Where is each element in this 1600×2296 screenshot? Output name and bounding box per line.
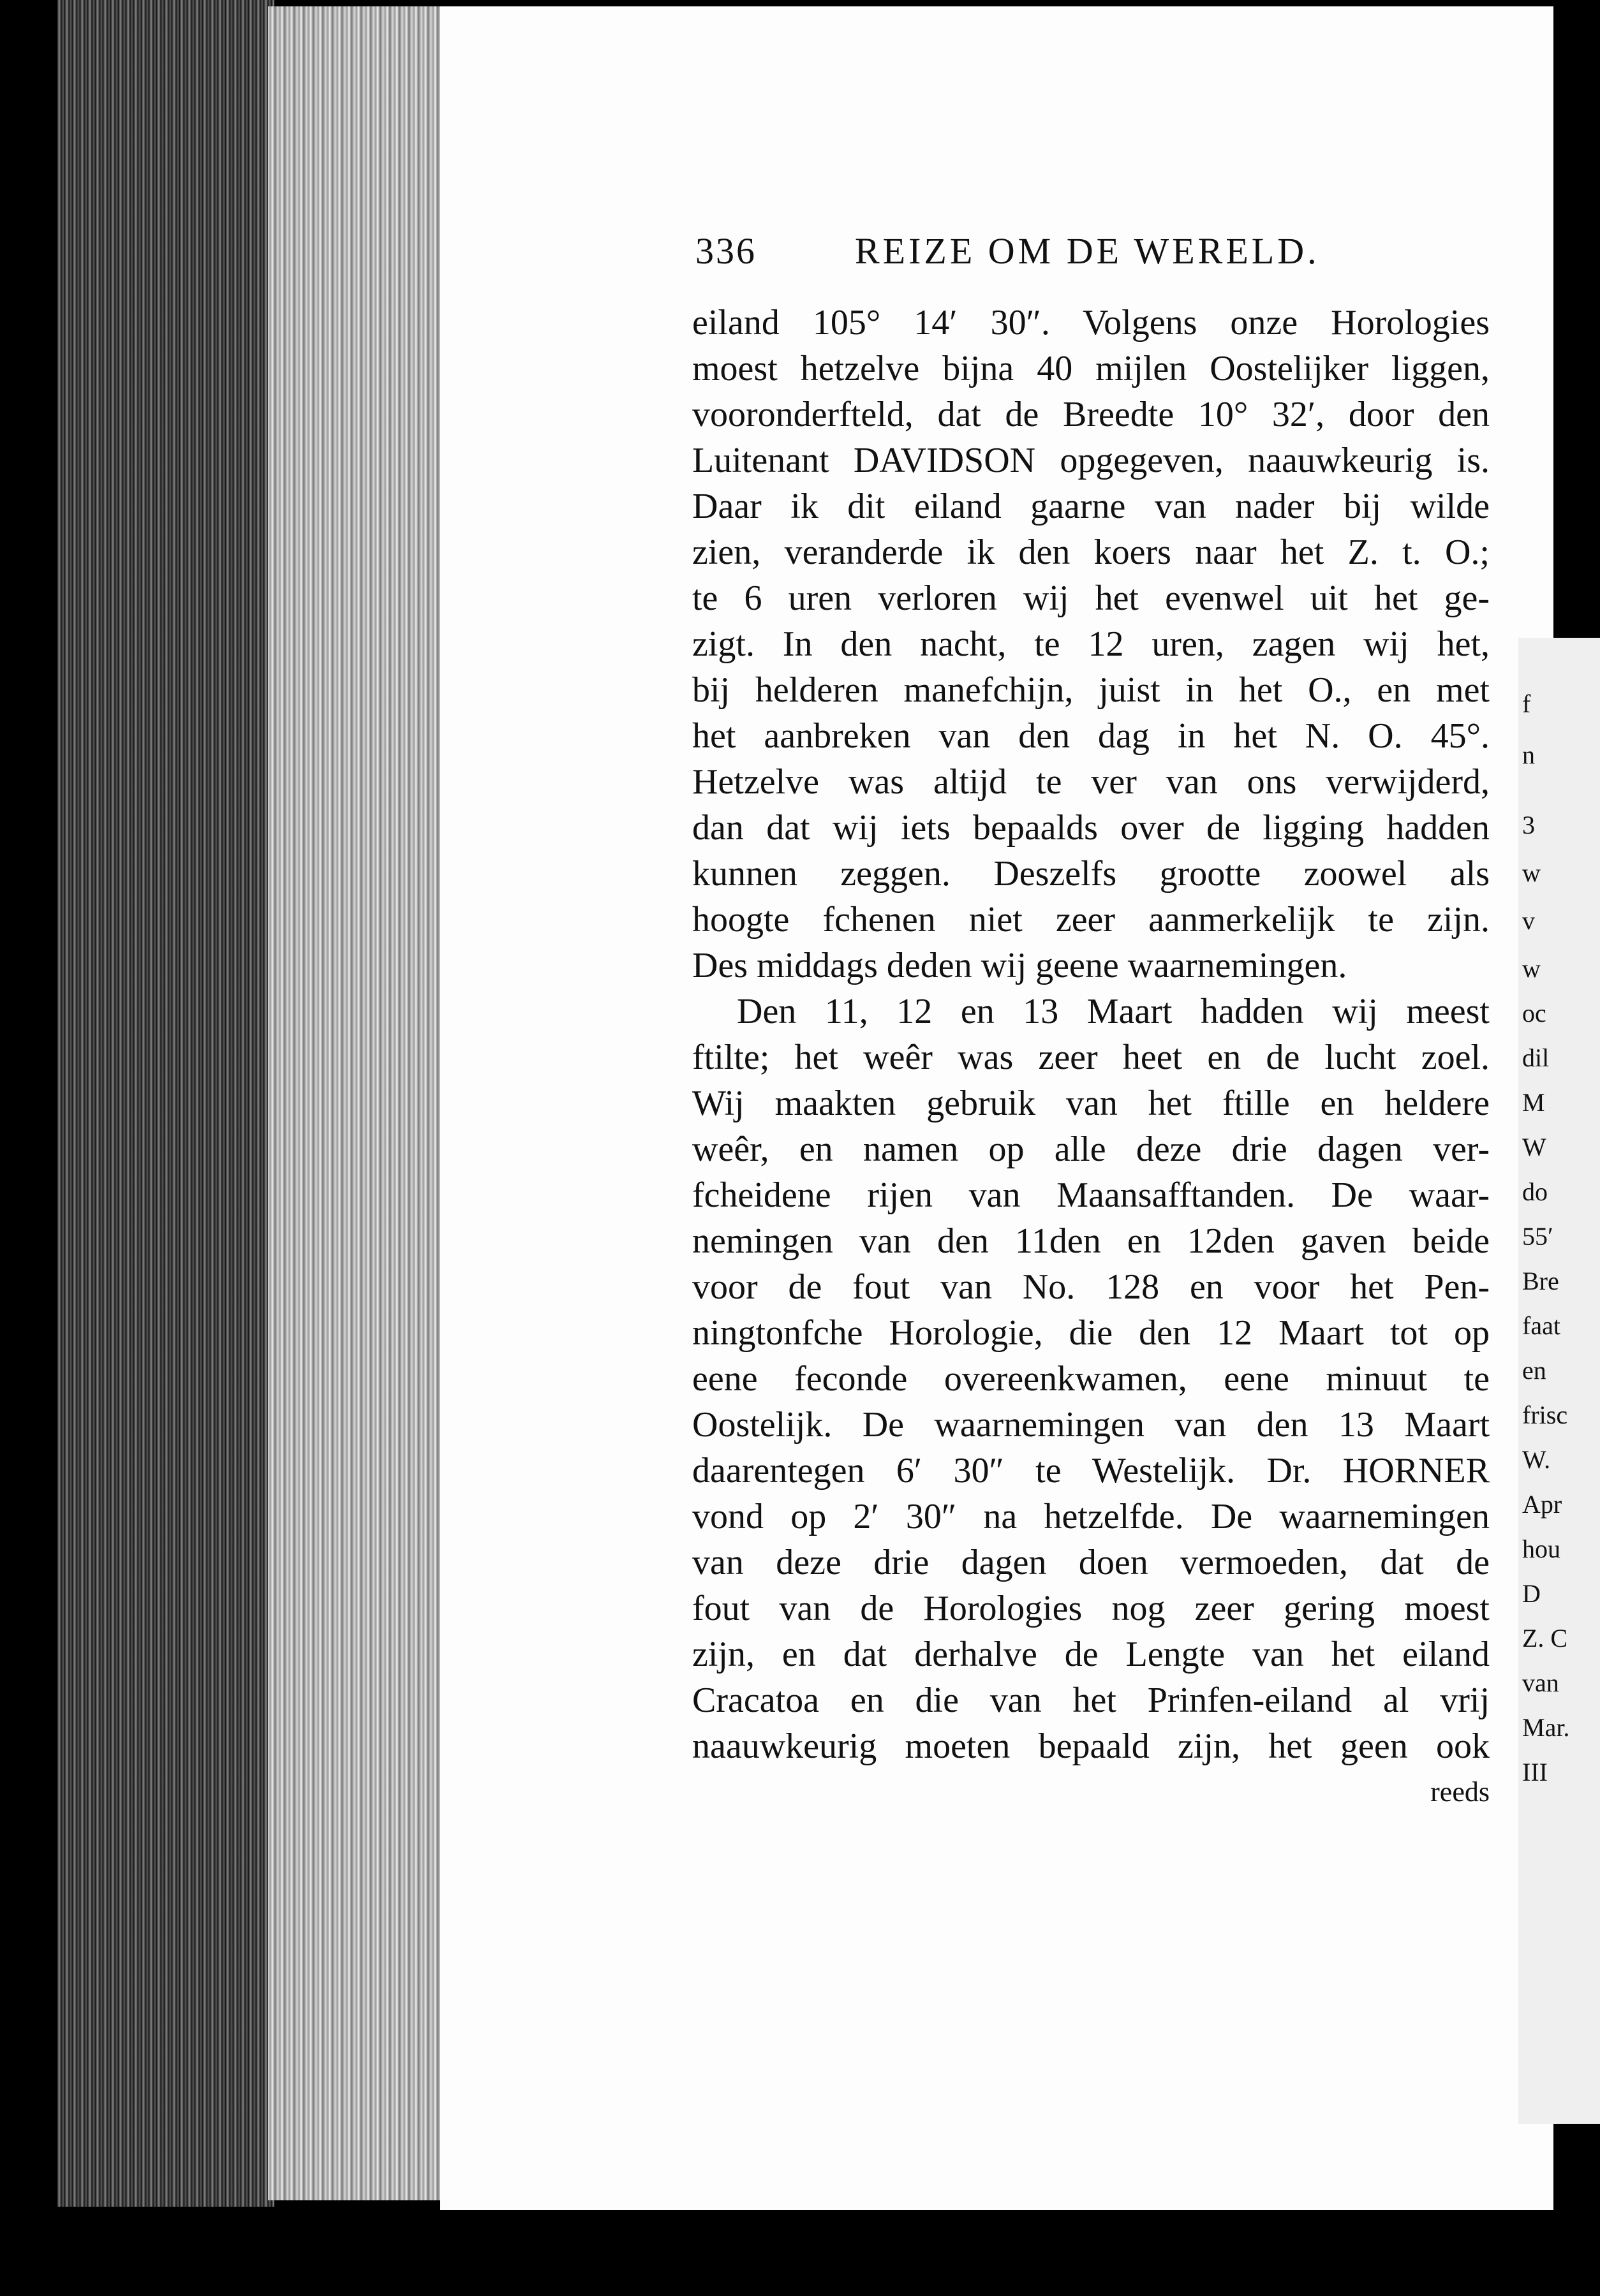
next-page-fragment: III	[1522, 1758, 1548, 1786]
next-page-fragment: Z. C	[1522, 1624, 1568, 1652]
next-page-fragment: 55′	[1522, 1222, 1553, 1251]
text-line: te 6 uren verloren wij het evenwel uit het ge-	[692, 578, 1490, 618]
next-page-fragment: hou	[1522, 1534, 1560, 1563]
text-line: Oostelijk. De waarnemingen van den 13 Maart	[692, 1405, 1490, 1445]
text-line: van deze drie dagen doen vermoeden, dat de	[692, 1543, 1490, 1582]
next-page-fragment: Apr	[1522, 1490, 1562, 1519]
text-line: Den 11, 12 en 13 Maart hadden wij meest	[737, 992, 1490, 1031]
text-line: Wij maakten gebruik van het ftille en heldere	[692, 1084, 1490, 1123]
next-page-fragment: D	[1522, 1579, 1541, 1608]
running-title: REIZE OM DE WERELD.	[855, 230, 1320, 272]
next-page-fragment: oc	[1522, 999, 1546, 1027]
page-number: 336	[695, 230, 757, 272]
text-line: weêr, en namen op alle deze drie dagen ver-	[692, 1130, 1490, 1169]
next-page-fragment: frisc	[1522, 1401, 1568, 1429]
page-header	[695, 230, 1372, 281]
text-line: het aanbreken van den dag in het N. O. 45°.	[692, 716, 1490, 756]
text-line: dan dat wij iets bepaalds over de ligging hadden	[692, 808, 1490, 848]
text-line: kunnen zeggen. Deszelfs grootte zoowel als	[692, 854, 1490, 894]
text-line: Luitenant DAVIDSON opgegeven, naauwkeurig is.	[692, 441, 1490, 480]
text-line: ftilte; het weêr was zeer heet en de lucht zoel.	[692, 1038, 1490, 1077]
next-page-fragment: Mar.	[1522, 1713, 1570, 1742]
next-page-fragment: W.	[1522, 1445, 1551, 1474]
next-page-fragment: M	[1522, 1088, 1545, 1117]
text-line: Des middags deden wij geene waarnemingen.	[692, 946, 1347, 985]
next-page-fragment: Bre	[1522, 1267, 1559, 1295]
next-page-fragment: faat	[1522, 1311, 1560, 1340]
book-spine	[57, 0, 274, 2207]
text-line: vond op 2′ 30″ na hetzelfde. De waarnemingen	[692, 1497, 1490, 1536]
text-line: Daar ik dit eiland gaarne van nader bij wilde	[692, 487, 1490, 526]
text-line: nemingen van den 11den en 12den gaven beide	[692, 1221, 1490, 1261]
next-page-fragment: v	[1522, 906, 1535, 935]
next-page-fragment: f	[1522, 689, 1531, 718]
text-line: Hetzelve was altijd te ver van ons verwijderd,	[692, 762, 1490, 802]
next-page-edge	[1518, 638, 1600, 2124]
next-page-fragment: w	[1522, 954, 1541, 983]
catchword: reeds	[1430, 1776, 1490, 1807]
next-page-fragment: 3	[1522, 811, 1535, 839]
text-line: moest hetzelve bijna 40 mijlen Oostelijker liggen,	[692, 349, 1490, 388]
text-line: vooronderfteld, dat de Breedte 10° 32′, door den	[692, 395, 1490, 434]
text-line: zijn, en dat derhalve de Lengte van het eiland	[692, 1635, 1490, 1674]
next-page-fragment: dil	[1522, 1043, 1550, 1072]
page-edges	[268, 6, 440, 2200]
text-line: fout van de Horologies nog zeer gering moest	[692, 1589, 1490, 1628]
next-page-fragment: van	[1522, 1668, 1559, 1697]
text-line: eene feconde overeenkwamen, eene minuut te	[692, 1359, 1490, 1399]
text-line: zien, veranderde ik den koers naar het Z. t. O.;	[692, 533, 1490, 572]
next-page-fragment: W	[1522, 1133, 1546, 1161]
text-line: naauwkeurig moeten bepaald zijn, het geen ook	[692, 1726, 1490, 1766]
next-page-fragment: do	[1522, 1177, 1548, 1206]
text-line: hoogte fchenen niet zeer aanmerkelijk te zijn.	[692, 900, 1490, 939]
text-line: fcheidene rijen van Maansafftanden. De waar-	[692, 1175, 1490, 1215]
text-line: voor de fout van No. 128 en voor het Pen-	[692, 1267, 1490, 1307]
text-line: zigt. In den nacht, te 12 uren, zagen wij het,	[692, 624, 1490, 664]
next-page-fragment: w	[1522, 858, 1541, 887]
text-line: ningtonfche Horologie, die den 12 Maart tot op	[692, 1313, 1490, 1353]
body-text	[692, 300, 1490, 1815]
text-line: daarentegen 6′ 30″ te Westelijk. Dr. HORNER	[692, 1451, 1490, 1490]
text-line: Cracatoa en die van het Prinfen-eiland al vrij	[692, 1681, 1490, 1720]
next-page-fragment: en	[1522, 1356, 1546, 1385]
next-page-fragment: n	[1522, 740, 1535, 769]
text-line: eiland 105° 14′ 30″. Volgens onze Horologies	[692, 303, 1490, 342]
text-line: bij helderen manefchijn, juist in het O., en met	[692, 670, 1490, 710]
